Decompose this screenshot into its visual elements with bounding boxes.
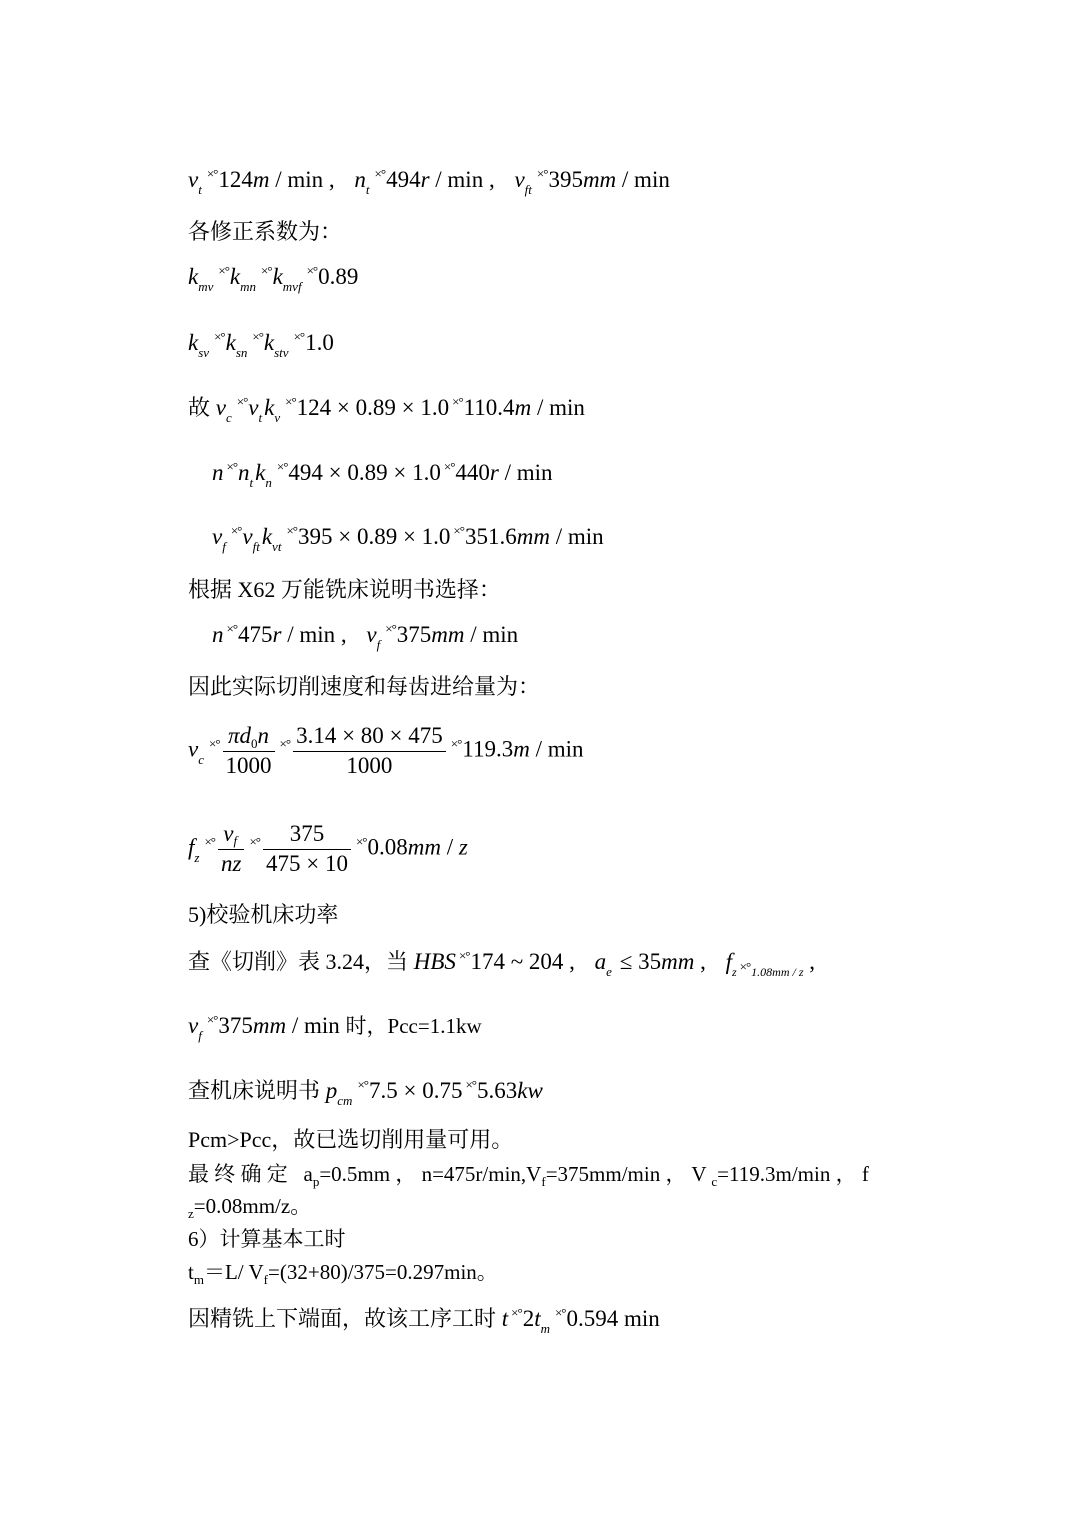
formula-n: n $^{\times^\circ}n_tk_n^{\times^\circ}494 \times 0.89 \times 1.0$ ×°440r / min [212,459,553,490]
text-pcm-gt-pcc: Pcm>Pcc，故已选切削用量可用。 [188,1127,514,1152]
formula-vf: $v_f^{\times^\circ}v_{ft}k_{vt}^{\times^\circ}395 \times 0.89 \times 1.0$ ×°351.6mm / min [212,523,604,554]
formula-speed-table: $v_t^{\times^\circ}124m$ / min , $n_t^{\times^\circ}494r$ / min , $v_{ft}^{\times^\circ}395mm$ / min [188,166,670,197]
heading-check-power: 5)校验机床功率 [188,902,339,927]
heading-basic-time: 6）计算基本工时 [188,1227,346,1251]
formula-k-s: $k_{sv}^{\times^\circ}k_{sn}^{\times^\circ}k_{stv}^{\times^\circ}1.0$ [188,329,334,360]
text-tm: $t_m=L/$ $V_f=(32+80)/375=0.297\min$。 [188,1260,498,1287]
formula-k-m: $k_{mv}^{\times^\circ}k_{mn}^{\times^\circ}k_{mvf}^{\times^\circ}0.89$ [188,263,359,294]
formula-pcm: 查机床说明书 $p_{cm}^{\times^\circ}7.5 \times 0.75$ ×°5.63kw [188,1077,543,1108]
formula-selected: n ×°475r / min , $v_f^{\times^\circ}375mm$ / min [212,621,519,652]
formula-fz: $f_z^{\times^\circ}$ $\frac{vf}{nz}$ ×° $\frac{375}{475 \times 10}$ ×°0.08mm / z [188,821,468,876]
text-actual-speed: 因此实际切削速度和每齿进给量为： [188,674,541,699]
text-final-params: 最 终 确 定 $a_p=0.5mm$ ， $n=475r/\min,V_f=375mm/\min$ ， V $_c$=119.3m/min ， f [188,1162,869,1189]
formula-lookup-table: 查《切削》表 3.24，当 HBS ×°174 ~ 204 , $a_e \le 35mm$ , $f_z \times^\circ_{1.08mm / z}$ , [188,948,815,979]
formula-vc: 故 $v_c^{\times^\circ}v_tk_v^{\times^\circ}124 \times 0.89 \times 1.0$ ×°110.4m / min [188,394,585,425]
text-machine-selection: 根据 X62 万能铣床说明书选择： [188,577,501,602]
text-final-fz: $_z$=0.08mm/z。 [188,1194,312,1221]
formula-vc-actual: $v_c^{\times^\circ}$ $\frac{\pi d_0n}{1000}$ ×° $\frac{3.14 \times 80 \times 475}{1000}$ ×°119.3m / min [188,723,584,778]
formula-vf-pcc: $v_f^{\times^\circ}375mm$ / min 时，Pcc=1.1kw [188,1012,482,1043]
formula-total-time: 因精铣上下端面，故该工序工时 t $^{\times^\circ}2t_m^{\times^\circ}0.594$ min [188,1305,660,1336]
text-correction-factors: 各修正系数为： [188,219,343,244]
